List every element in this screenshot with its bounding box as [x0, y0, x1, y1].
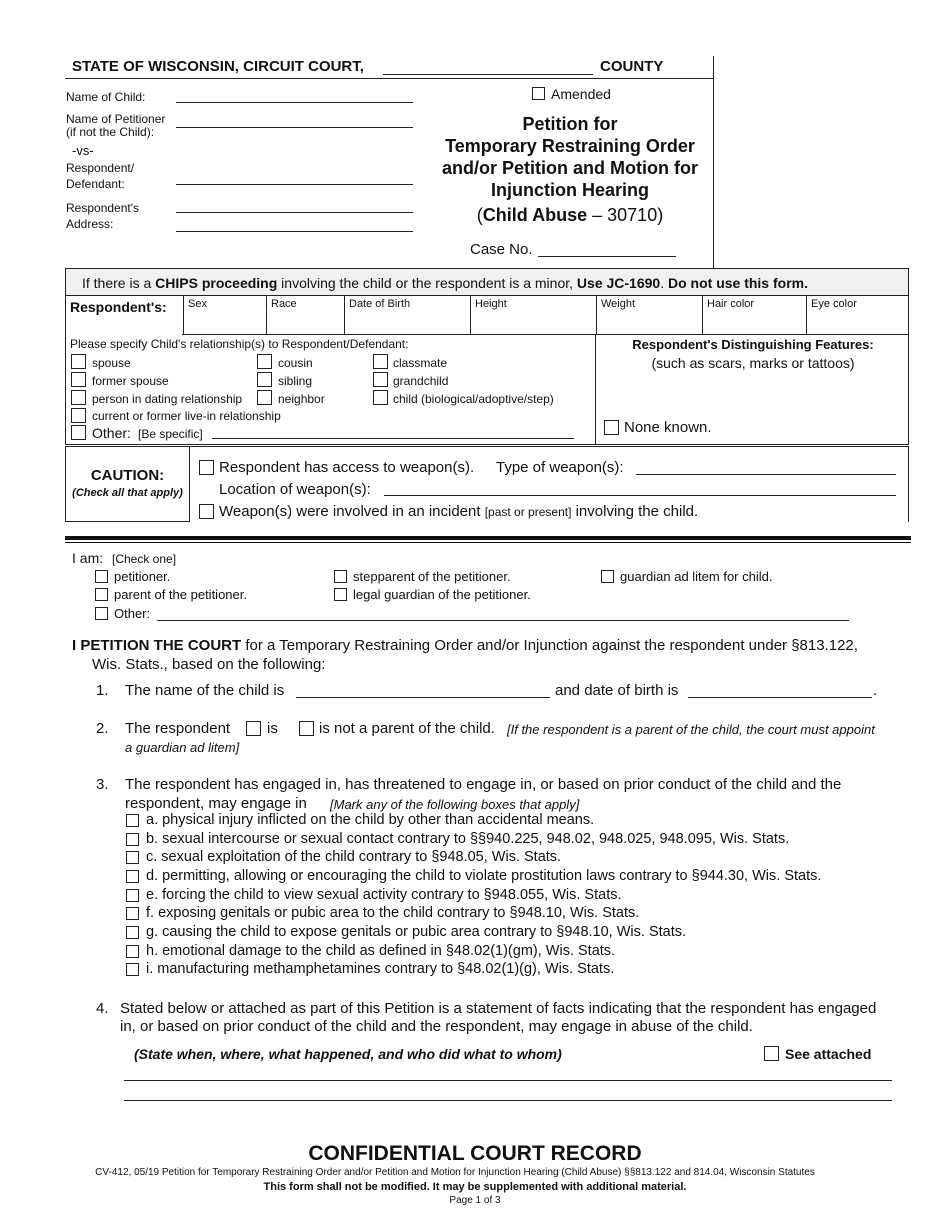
- former-spouse-label: former spouse: [92, 374, 169, 388]
- item1-dob-label: and date of birth is: [555, 682, 679, 699]
- spouse-checkbox[interactable]: [71, 354, 86, 369]
- name-of-child-field[interactable]: [176, 102, 413, 103]
- option-e-checkbox[interactable]: [126, 889, 139, 902]
- features-divider: [595, 334, 596, 445]
- option-d-checkbox[interactable]: [126, 870, 139, 883]
- grandchild-label: grandchild: [393, 374, 449, 388]
- option-h-checkbox[interactable]: [126, 945, 139, 958]
- section-thin-rule: [65, 542, 911, 543]
- stepparent-label: stepparent of the petitioner.: [353, 569, 511, 584]
- option-e-label: e. forcing the child to view sexual activity contrary to §948.055, Wis. Stats.: [146, 887, 622, 903]
- other-iam-label: Other:: [114, 606, 151, 621]
- form-title: [420, 113, 720, 201]
- chips-bold-3: Do not use this form.: [667, 275, 808, 291]
- relationship-prompt: Please specify Child's relationship(s) to Respondent/Defendant:: [70, 337, 409, 351]
- dating-checkbox[interactable]: [71, 390, 86, 405]
- weapon-incident-label: [219, 503, 698, 520]
- respondent-name-field[interactable]: [176, 184, 413, 185]
- grandchild-checkbox[interactable]: [373, 372, 388, 387]
- court-heading: STATE OF WISCONSIN, CIRCUIT COURT,: [72, 58, 364, 75]
- guardian-ad-litem-label: guardian ad litem for child.: [620, 569, 773, 584]
- features-title: Respondent's Distinguishing Features:: [632, 337, 874, 352]
- petitioner-checkbox[interactable]: [95, 570, 108, 583]
- classmate-label: classmate: [393, 356, 448, 370]
- child-dob-field[interactable]: [688, 697, 872, 698]
- option-b-label: b. sexual intercourse or sexual contact contrary to §§940.225, 948.02, 948.025, 948.095, Wis. Stats.: [146, 831, 790, 847]
- item2-note-1: [If the respondent is a parent of the child, the court must appoint: [507, 722, 875, 737]
- defendant-label: Defendant:: [66, 177, 125, 191]
- weapon-location-label: Location of weapon(s):: [219, 481, 371, 498]
- option-i-label: i. manufacturing methamphetamines contrary to §48.02(1)(g), Wis. Stats.: [146, 961, 615, 977]
- subtitle-bold: Child Abuse: [482, 205, 588, 225]
- form-id: CV-412, 05/19 Petition for Temporary Restraining Order and/or Petition and Motion for Injunction Hearing (Child Abuse) §§813.122 and 814.04, Wisconsin Statutes: [95, 1167, 815, 1178]
- title-line-3: and/or Petition and Motion for: [442, 158, 698, 178]
- option-f-label: f. exposing genitals or pubic area to the child contrary to §948.10, Wis. Stats.: [146, 905, 640, 921]
- option-d-label: d. permitting, allowing or encouraging the child to violate prostitution laws contrary to §944.30, Wis. Stats.: [146, 868, 822, 884]
- option-h-label: h. emotional damage to the child as defined in §48.02(1)(gm), Wis. Stats.: [146, 943, 616, 959]
- other-iam-checkbox[interactable]: [95, 607, 108, 620]
- see-attached-label: See attached: [785, 1046, 872, 1062]
- other-relationship-hint: [Be specific]: [138, 427, 203, 441]
- legal-guardian-checkbox[interactable]: [334, 588, 347, 601]
- caution-subtitle: (Check all that apply): [72, 487, 183, 499]
- chips-bold-2: Use JC-1690: [576, 275, 661, 291]
- petition-line-2: Wis. Stats., based on the following:: [92, 656, 326, 673]
- other-relationship-field[interactable]: [212, 438, 574, 439]
- cousin-label: cousin: [278, 356, 313, 370]
- other-relationship-label: Other:: [92, 425, 131, 441]
- item3-hint: [Mark any of the following boxes that apply]: [330, 797, 580, 812]
- none-known-checkbox[interactable]: [604, 420, 619, 435]
- item4-line-2: in, or based on prior conduct of the child and the respondent, may engage in abuse of the child.: [120, 1018, 753, 1035]
- option-c-label: c. sexual exploitation of the child contrary to §948.05, Wis. Stats.: [146, 849, 562, 865]
- case-no-label: Case No.: [470, 241, 533, 258]
- county-field[interactable]: [383, 74, 593, 75]
- weapon-access-checkbox[interactable]: [199, 460, 214, 475]
- name-of-petitioner-label: Name of Petitioner: [66, 112, 166, 126]
- item3-num: 3.: [96, 776, 109, 793]
- neighbor-checkbox[interactable]: [257, 390, 272, 405]
- option-f-checkbox[interactable]: [126, 907, 139, 920]
- page-number: Page 1 of 3: [449, 1195, 501, 1206]
- title-line-4: Injunction Hearing: [490, 180, 649, 200]
- name-of-petitioner-field[interactable]: [176, 127, 413, 128]
- item1-end: .: [873, 682, 878, 699]
- weapon-incident-hint: [past or present]: [484, 505, 572, 519]
- chips-notice: [82, 275, 808, 291]
- child-label: child (biological/adoptive/step): [393, 392, 554, 406]
- title-line-2: Temporary Restraining Order: [445, 136, 695, 156]
- col-sex[interactable]: Sex: [183, 296, 266, 334]
- case-no-field[interactable]: [538, 256, 676, 257]
- header-rule: [65, 78, 713, 79]
- child-checkbox[interactable]: [373, 390, 388, 405]
- option-a-checkbox[interactable]: [126, 814, 139, 827]
- col-dob[interactable]: Date of Birth: [344, 296, 470, 334]
- live-in-checkbox[interactable]: [71, 408, 86, 423]
- weapon-type-field[interactable]: [636, 474, 896, 475]
- option-b-checkbox[interactable]: [126, 833, 139, 846]
- former-spouse-checkbox[interactable]: [71, 372, 86, 387]
- subtitle-open: (: [476, 205, 483, 225]
- item3-line-1: The respondent has engaged in, has threatened to engage in, or based on prior conduct of the child and the: [125, 776, 842, 793]
- petitioner-note: (if not the Child):: [66, 125, 155, 139]
- sibling-label: sibling: [278, 374, 313, 388]
- item2-note-2: a guardian ad litem]: [125, 740, 240, 755]
- other-iam-field[interactable]: [157, 620, 849, 621]
- is-parent-label: is: [267, 720, 278, 737]
- item4-hint: (State when, where, what happened, and who did what to whom): [134, 1046, 562, 1062]
- see-attached-checkbox[interactable]: [764, 1046, 779, 1061]
- features-subtitle: (such as scars, marks or tattoos): [651, 355, 855, 371]
- section-thick-rule: [65, 536, 911, 540]
- spouse-label: spouse: [92, 356, 131, 370]
- classmate-checkbox[interactable]: [373, 354, 388, 369]
- col-weight[interactable]: Weight: [596, 296, 702, 334]
- col-height[interactable]: Height: [470, 296, 596, 334]
- weapon-incident-pre: Weapon(s) were involved in an incident: [219, 503, 485, 520]
- cousin-checkbox[interactable]: [257, 354, 272, 369]
- statement-line-1[interactable]: [124, 1080, 892, 1081]
- parent-of-petitioner-label: parent of the petitioner.: [114, 587, 247, 602]
- col-eye[interactable]: Eye color: [806, 296, 909, 334]
- name-of-child-label: Name of Child:: [66, 90, 146, 104]
- is-parent-checkbox[interactable]: [246, 721, 261, 736]
- petition-intro: [72, 637, 858, 654]
- sibling-checkbox[interactable]: [257, 372, 272, 387]
- col-hair[interactable]: Hair color: [702, 296, 806, 334]
- chips-pre: If there is a: [82, 275, 156, 291]
- none-known-label: None known.: [624, 419, 712, 436]
- item1-num: 1.: [96, 682, 109, 699]
- item2-label: The respondent: [125, 720, 231, 737]
- address-label: Address:: [66, 217, 114, 231]
- option-g-label: g. causing the child to expose genitals or pubic area contrary to §948.10, Wis. Stats.: [146, 924, 687, 940]
- respondent-table-label: Respondent's:: [70, 299, 167, 315]
- item4-line-1: Stated below or attached as part of this Petition is a statement of facts indicating that the respondent has engaged: [120, 1000, 877, 1017]
- guardian-ad-litem-checkbox[interactable]: [601, 570, 614, 583]
- respondents-label: Respondent's: [66, 201, 140, 215]
- item1-label: The name of the child is: [125, 682, 285, 699]
- vs-label: -vs-: [72, 143, 94, 158]
- parent-of-petitioner-checkbox[interactable]: [95, 588, 108, 601]
- option-g-checkbox[interactable]: [126, 926, 139, 939]
- option-c-checkbox[interactable]: [126, 851, 139, 864]
- county-label: COUNTY: [600, 58, 664, 75]
- item2-num: 2.: [96, 720, 109, 737]
- form-subtitle: [420, 205, 720, 226]
- subtitle-rest: – 30710): [587, 205, 664, 225]
- amended-label: Amended: [551, 86, 611, 102]
- neighbor-label: neighbor: [278, 392, 325, 406]
- is-not-parent-label: is not a parent of the child.: [319, 720, 495, 737]
- weapon-location-field[interactable]: [384, 495, 896, 496]
- caution-box: [65, 446, 190, 522]
- petition-bold: I PETITION THE COURT: [72, 637, 242, 654]
- title-line-1: Petition for: [522, 114, 618, 134]
- caution-title: CAUTION:: [90, 467, 165, 484]
- respondent-label: Respondent/: [66, 161, 135, 175]
- live-in-label: current or former live-in relationship: [92, 409, 281, 423]
- confidential-banner: CONFIDENTIAL COURT RECORD: [308, 1142, 642, 1165]
- item4-num: 4.: [96, 1000, 109, 1017]
- weapon-incident-post: involving the child.: [571, 503, 699, 520]
- i-am-hint: [Check one]: [112, 552, 177, 566]
- dating-label: person in dating relationship: [92, 392, 243, 406]
- weapon-access-label: Respondent has access to weapon(s).: [219, 459, 475, 476]
- form-notice: This form shall not be modified. It may be supplemented with additional material.: [263, 1181, 687, 1193]
- i-am-label: I am:: [72, 550, 104, 566]
- chips-mid: involving the child or the respondent is a minor,: [277, 275, 577, 291]
- chips-bold-1: CHIPS proceeding: [155, 275, 278, 291]
- option-a-label: a. physical injury inflicted on the child by other than accidental means.: [146, 812, 595, 828]
- child-name-field[interactable]: [296, 697, 550, 698]
- petitioner-label: petitioner.: [114, 569, 171, 584]
- address-field-2[interactable]: [176, 231, 413, 232]
- statement-line-2[interactable]: [124, 1100, 892, 1101]
- stepparent-checkbox[interactable]: [334, 570, 347, 583]
- weapon-type-label: Type of weapon(s):: [496, 459, 624, 476]
- amended-checkbox[interactable]: [532, 87, 545, 100]
- petition-line-1: for a Temporary Restraining Order and/or Injunction against the respondent under §813.122,: [241, 637, 858, 654]
- is-not-parent-checkbox[interactable]: [299, 721, 314, 736]
- item3-line-2: respondent, may engage in: [125, 795, 307, 812]
- legal-guardian-label: legal guardian of the petitioner.: [353, 587, 531, 602]
- address-field-1[interactable]: [176, 212, 413, 213]
- col-race[interactable]: Race: [266, 296, 344, 334]
- chips-post: .: [660, 275, 668, 291]
- respondent-row-bottom: [182, 334, 909, 335]
- option-i-checkbox[interactable]: [126, 963, 139, 976]
- other-relationship-checkbox[interactable]: [71, 425, 86, 440]
- weapon-incident-checkbox[interactable]: [199, 504, 214, 519]
